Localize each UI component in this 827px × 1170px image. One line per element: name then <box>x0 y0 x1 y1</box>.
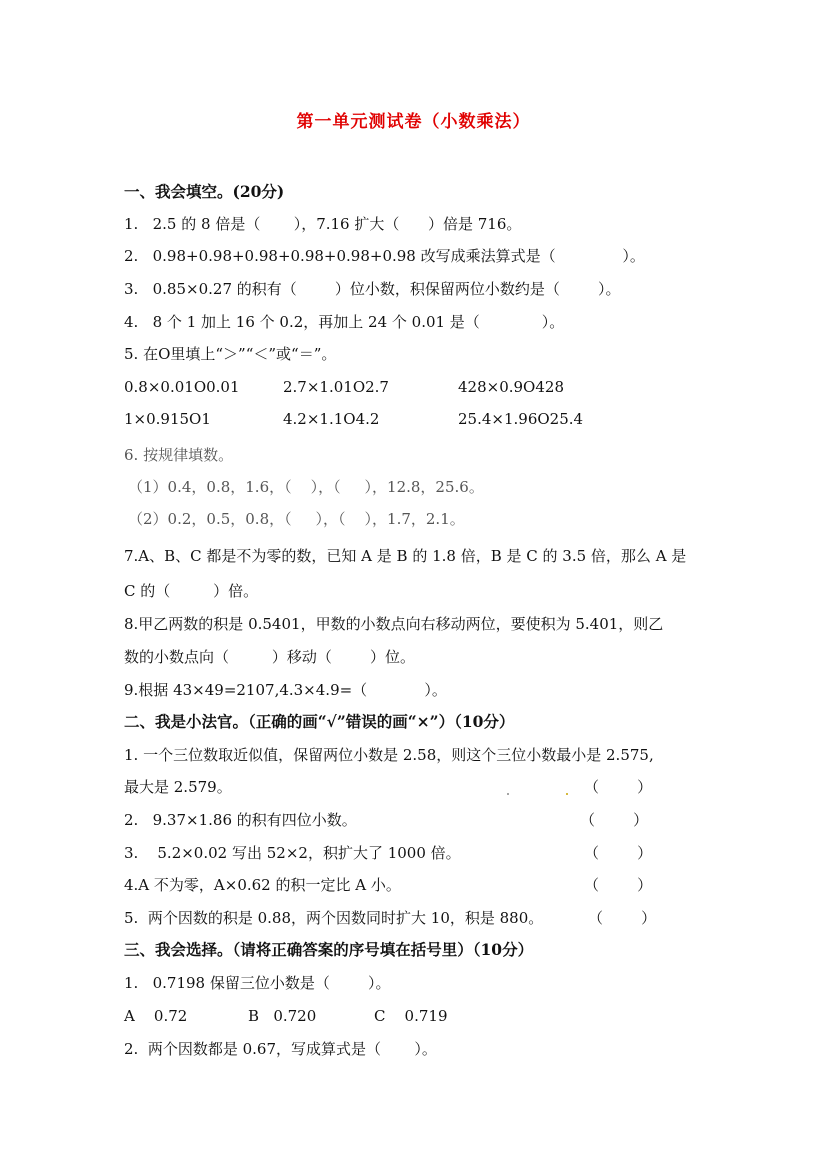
compare-item: 0.8×0.01O0.01 <box>124 378 240 396</box>
compare-item: 428×0.9O428 <box>458 378 564 396</box>
question-2-5: 5. 两个因数的积是 0.88，两个因数同时扩大 10，积是 880。 <box>124 909 544 927</box>
question-1-1: 1. 2.5 的 8 倍是（ ），7.16 扩大（ ）倍是 716。 <box>124 215 522 233</box>
question-2-4: 4.A 不为零，A×0.62 的积一定比 A 小。 <box>124 876 401 894</box>
page-title: 第一单元测试卷（小数乘法） <box>296 112 531 132</box>
question-2-1-line1: 1. 一个三位数取近似值，保留两位小数是 2.58，则这个三位小数最小是 2.575, <box>124 746 654 764</box>
question-2-1-line2: 最大是 2.579。 <box>124 778 232 796</box>
stray-dot <box>566 793 568 795</box>
question-1-6-2: （2）0.2，0.5，0.8，（ ），（ ），1.7，2.1。 <box>128 510 465 528</box>
compare-item: 25.4×1.96O25.4 <box>458 410 584 428</box>
question-3-1: 1. 0.7198 保留三位小数是（ ）。 <box>124 974 391 992</box>
question-1-4: 4. 8 个 1 加上 16 个 0.2，再加上 24 个 0.01 是（ ）。 <box>124 313 565 331</box>
compare-item: 1×0.915O1 <box>124 410 211 428</box>
option-a: A 0.72 <box>124 1007 188 1025</box>
section3-heading: 三、我会选择。（请将正确答案的序号填在括号里）（10分） <box>124 940 534 959</box>
question-1-8-line1: 8.甲乙两数的积是 0.5401，甲数的小数点向右移动两位，要使积为 5.401，则乙 <box>124 615 664 633</box>
question-1-6-1: （1）0.4，0.8，1.6，（ ），（ ），12.8，25.6。 <box>128 478 484 496</box>
question-1-6: 6. 按规律填数。 <box>124 446 234 464</box>
compare-item: 2.7×1.01O2.7 <box>283 378 389 396</box>
question-1-9: 9.根据 43×49=2107,4.3×4.9=（ ）。 <box>124 681 447 699</box>
question-1-8-line2: 数的小数点向（ ）移动（ ）位。 <box>124 648 416 666</box>
option-c: C 0.719 <box>374 1007 448 1025</box>
question-3-2: 2. 两个因数都是 0.67，写成算式是（ ）。 <box>124 1040 437 1058</box>
question-1-3: 3. 0.85×0.27 的积有（ ）位小数，积保留两位小数约是（ ）。 <box>124 280 621 298</box>
question-1-7-line1: 7.A、B、C 都是不为零的数，已知 A 是 B 的 1.8 倍，B 是 C 的 3.5 倍，那么 A 是 <box>124 547 687 565</box>
question-2-3: 3. 5.2×0.02 写出 52×2，积扩大了 1000 倍。 <box>124 844 461 862</box>
section1-heading: 一、我会填空。(20分) <box>124 182 285 201</box>
compare-item: 4.2×1.1O4.2 <box>283 410 380 428</box>
question-2-2: 2. 9.37×1.86 的积有四位小数。 <box>124 811 357 829</box>
answer-paren: （ ） <box>584 876 653 894</box>
stray-dot <box>507 793 509 795</box>
answer-paren: （ ） <box>584 844 653 862</box>
answer-paren: （ ） <box>584 778 653 796</box>
question-1-5: 5. 在O里填上“＞”“＜”或“＝”。 <box>124 345 337 363</box>
option-b: B 0.720 <box>248 1007 317 1025</box>
section2-heading: 二、我是小法官。（正确的画“√”错误的画“×”）（10分） <box>124 712 515 731</box>
question-1-2: 2. 0.98+0.98+0.98+0.98+0.98+0.98 改写成乘法算式是（ ）。 <box>124 247 645 265</box>
question-1-7-line2: C 的（ ）倍。 <box>124 582 259 600</box>
answer-paren: （ ） <box>580 811 649 829</box>
answer-paren: （ ） <box>588 909 657 927</box>
